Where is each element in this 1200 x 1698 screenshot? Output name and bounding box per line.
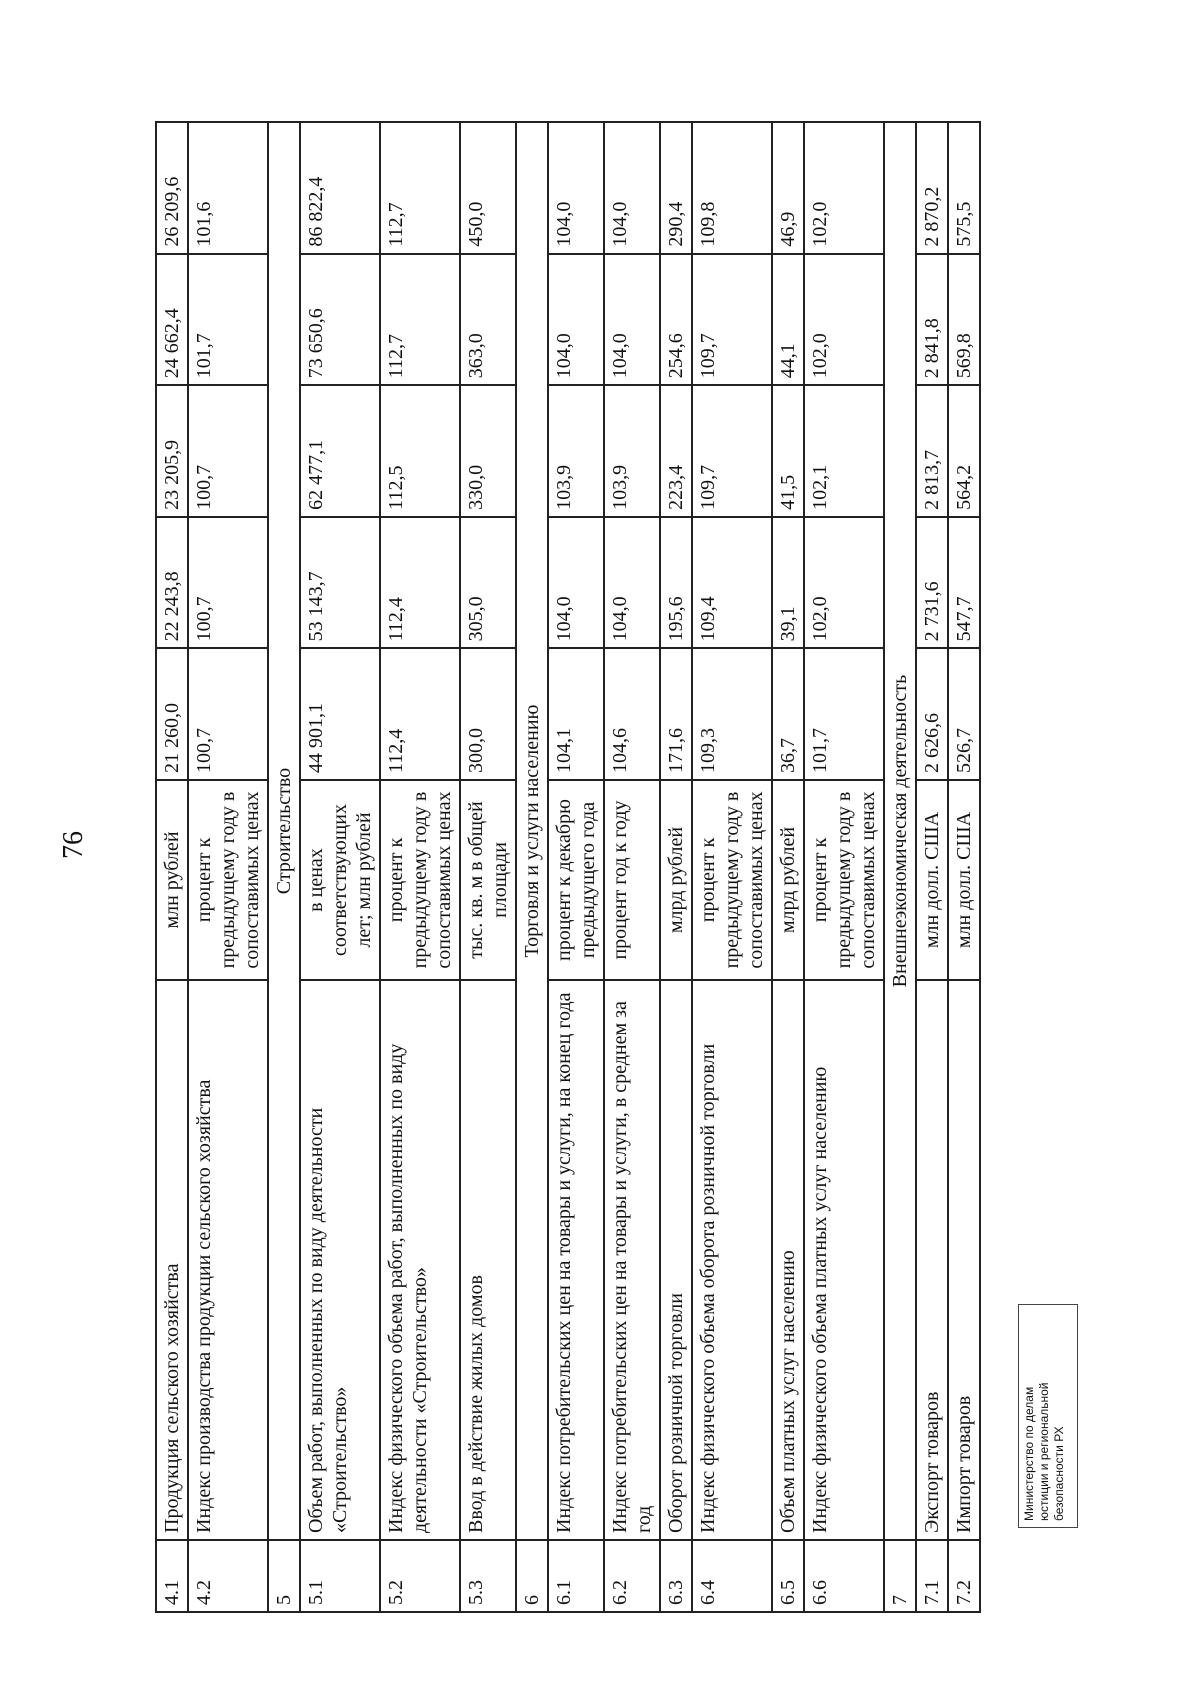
table-row (948, 122, 980, 1612)
row-number: 7.2 (948, 1540, 980, 1612)
table-row (916, 122, 948, 1612)
value-cell: 101,6 (188, 122, 268, 254)
table-row (188, 122, 268, 1612)
unit-of-measure: млн долл. США (916, 780, 948, 980)
stamp-line: безопасности РХ (1052, 1426, 1066, 1521)
indicator-name: Индекс физического объема оборота розничной торговли (692, 980, 772, 1540)
value-cell: 2 841,8 (916, 254, 948, 386)
indicator-name: Индекс потребительских цен на товары и услуги, на конец года (548, 980, 604, 1540)
table-row (156, 122, 188, 1612)
row-number: 6.3 (660, 1540, 692, 1612)
value-cell: 564,2 (948, 385, 980, 517)
value-cell: 195,6 (660, 517, 692, 649)
value-cell: 86 822,4 (300, 122, 380, 254)
unit-of-measure: процент к предыдущему году в сопоставимых ценах (804, 780, 884, 980)
unit-of-measure: процент к декабрю предыдущего года (548, 780, 604, 980)
value-cell: 290,4 (660, 122, 692, 254)
value-cell: 102,0 (804, 517, 884, 649)
table-row (604, 122, 660, 1612)
unit-of-measure: процент к предыдущему году в сопоставимых ценах (188, 780, 268, 980)
value-cell: 26 209,6 (156, 122, 188, 254)
unit-of-measure: в ценах соответствующих лет; млн рублей (300, 780, 380, 980)
unit-of-measure: процент к предыдущему году в сопоставимых ценах (692, 780, 772, 980)
table-row (548, 122, 604, 1612)
unit-of-measure: процент год к году (604, 780, 660, 980)
value-cell: 109,7 (692, 254, 772, 386)
registration-stamp (1018, 1304, 1078, 1528)
section-title: Внешнеэкономическая деятельность (884, 122, 916, 1540)
row-number: 6.1 (548, 1540, 604, 1612)
indicator-name: Импорт товаров (948, 980, 980, 1540)
stamp-text (1019, 1305, 1077, 1527)
page-number: 76 (58, 831, 89, 859)
unit-of-measure: млн рублей (156, 780, 188, 980)
value-cell: 547,7 (948, 517, 980, 649)
row-number: 5.1 (300, 1540, 380, 1612)
value-cell: 46,9 (772, 122, 804, 254)
row-number: 6.4 (692, 1540, 772, 1612)
value-cell: 2 731,6 (916, 517, 948, 649)
section-row (884, 122, 916, 1612)
indicator-name: Индекс потребительских цен на товары и услуги, в среднем за год (604, 980, 660, 1540)
section-title: Торговля и услуги населению (516, 122, 548, 1540)
row-number: 4.1 (156, 1540, 188, 1612)
indicator-name: Ввод в действие жилых домов (460, 980, 516, 1540)
value-cell: 109,7 (692, 385, 772, 517)
value-cell: 41,5 (772, 385, 804, 517)
table-row (692, 122, 772, 1612)
value-cell: 109,4 (692, 517, 772, 649)
value-cell: 104,0 (548, 254, 604, 386)
data-table (155, 121, 981, 1613)
value-cell: 104,0 (604, 122, 660, 254)
row-number: 7.1 (916, 1540, 948, 1612)
value-cell: 23 205,9 (156, 385, 188, 517)
stamp-line: Министерство по делам (1022, 1386, 1036, 1521)
value-cell: 44 901,1 (300, 648, 380, 780)
indicator-name: Индекс физического объема работ, выполненных по виду деятельности «Строительство» (380, 980, 460, 1540)
indicator-name: Оборот розничной торговли (660, 980, 692, 1540)
table-row (380, 122, 460, 1612)
table-body (156, 122, 980, 1612)
table-row (300, 122, 380, 1612)
value-cell: 102,0 (804, 122, 884, 254)
section-row (268, 122, 300, 1612)
value-cell: 569,8 (948, 254, 980, 386)
table-row (460, 122, 516, 1612)
value-cell: 109,3 (692, 648, 772, 780)
value-cell: 109,8 (692, 122, 772, 254)
indicator-name: Продукция сельского хозяйства (156, 980, 188, 1540)
stamp-line: юстиции и региональной (1037, 1382, 1051, 1521)
value-cell: 104,0 (604, 517, 660, 649)
unit-of-measure: млрд рублей (660, 780, 692, 980)
row-number: 7 (884, 1540, 916, 1612)
value-cell: 44,1 (772, 254, 804, 386)
row-number: 5.3 (460, 1540, 516, 1612)
value-cell: 2 626,6 (916, 648, 948, 780)
value-cell: 102,1 (804, 385, 884, 517)
indicator-name: Индекс производства продукции сельского хозяйства (188, 980, 268, 1540)
unit-of-measure: тыс. кв. м в общей площади (460, 780, 516, 980)
value-cell: 73 650,6 (300, 254, 380, 386)
indicator-name: Экспорт товаров (916, 980, 948, 1540)
value-cell: 104,0 (604, 254, 660, 386)
value-cell: 102,0 (804, 254, 884, 386)
value-cell: 24 662,4 (156, 254, 188, 386)
value-cell: 104,6 (604, 648, 660, 780)
row-number: 4.2 (188, 1540, 268, 1612)
value-cell: 171,6 (660, 648, 692, 780)
value-cell: 103,9 (548, 385, 604, 517)
row-number: 6.5 (772, 1540, 804, 1612)
value-cell: 305,0 (460, 517, 516, 649)
value-cell: 104,0 (548, 122, 604, 254)
value-cell: 21 260,0 (156, 648, 188, 780)
value-cell: 300,0 (460, 648, 516, 780)
section-title: Строительство (268, 122, 300, 1540)
value-cell: 100,7 (188, 385, 268, 517)
value-cell: 103,9 (604, 385, 660, 517)
value-cell: 112,5 (380, 385, 460, 517)
row-number: 5 (268, 1540, 300, 1612)
value-cell: 112,7 (380, 122, 460, 254)
rotated-table-container (155, 123, 1035, 1613)
value-cell: 36,7 (772, 648, 804, 780)
value-cell: 100,7 (188, 648, 268, 780)
unit-of-measure: процент к предыдущему году в сопоставимых ценах (380, 780, 460, 980)
value-cell: 101,7 (188, 254, 268, 386)
value-cell: 39,1 (772, 517, 804, 649)
value-cell: 104,1 (548, 648, 604, 780)
value-cell: 62 477,1 (300, 385, 380, 517)
unit-of-measure: млрд рублей (772, 780, 804, 980)
indicator-name: Объем платных услуг населению (772, 980, 804, 1540)
value-cell: 112,4 (380, 648, 460, 780)
value-cell: 22 243,8 (156, 517, 188, 649)
value-cell: 526,7 (948, 648, 980, 780)
value-cell: 112,4 (380, 517, 460, 649)
value-cell: 112,7 (380, 254, 460, 386)
indicator-name: Объем работ, выполненных по виду деятельности «Строительство» (300, 980, 380, 1540)
table-row (804, 122, 884, 1612)
value-cell: 330,0 (460, 385, 516, 517)
value-cell: 363,0 (460, 254, 516, 386)
value-cell: 223,4 (660, 385, 692, 517)
indicator-name: Индекс физического объема платных услуг населению (804, 980, 884, 1540)
unit-of-measure: млн долл. США (948, 780, 980, 980)
value-cell: 450,0 (460, 122, 516, 254)
value-cell: 2 870,2 (916, 122, 948, 254)
row-number: 6.2 (604, 1540, 660, 1612)
value-cell: 104,0 (548, 517, 604, 649)
section-row (516, 122, 548, 1612)
value-cell: 2 813,7 (916, 385, 948, 517)
row-number: 6 (516, 1540, 548, 1612)
value-cell: 101,7 (804, 648, 884, 780)
table-row (772, 122, 804, 1612)
table-row (660, 122, 692, 1612)
value-cell: 575,5 (948, 122, 980, 254)
row-number: 5.2 (380, 1540, 460, 1612)
row-number: 6.6 (804, 1540, 884, 1612)
value-cell: 100,7 (188, 517, 268, 649)
value-cell: 254,6 (660, 254, 692, 386)
value-cell: 53 143,7 (300, 517, 380, 649)
